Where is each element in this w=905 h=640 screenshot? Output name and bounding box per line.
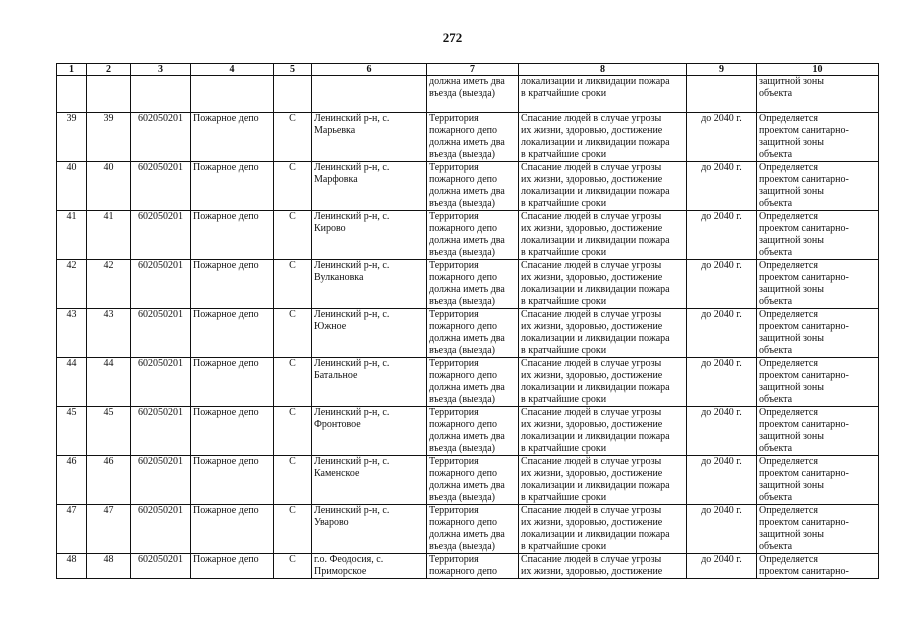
table-row (57, 407, 879, 456)
cell-object-number (87, 162, 131, 211)
zone-text: Определяется проектом санитарно- защитной зоны объекта (759, 309, 849, 356)
status-code-text: С (289, 211, 296, 222)
cell-object-name (191, 211, 274, 260)
object-number-text: 48 (103, 554, 114, 565)
row-number-text: 43 (66, 309, 77, 320)
cell-status-code (274, 407, 312, 456)
location-text: Ленинский р-н, с. Уварово (314, 505, 390, 528)
column-number: 10 (757, 64, 879, 76)
requirement-text: должна иметь два въезда (выезда) (429, 76, 505, 99)
zone-text: Определяется проектом санитарно- защитной зоны объекта (759, 456, 849, 503)
cell-object-code (131, 358, 191, 407)
purpose-text: локализации и ликвидации пожара в кратчайшие сроки (521, 76, 670, 99)
location-text: Ленинский р-н, с. Марфовка (314, 162, 390, 185)
requirement-text: Территория пожарного депо (429, 554, 498, 577)
cell-requirement (427, 505, 519, 554)
cell-row-number (57, 554, 87, 579)
object-number-text: 46 (103, 456, 114, 467)
cell-deadline (687, 162, 757, 211)
cell-location (312, 211, 427, 260)
column-number: 9 (687, 64, 757, 76)
cell-zone (757, 113, 879, 162)
cell (87, 76, 131, 113)
cell-requirement (427, 309, 519, 358)
object-code-text: 602050201 (138, 358, 183, 369)
cell-purpose (519, 358, 687, 407)
table-row (57, 211, 879, 260)
cell-object-number (87, 309, 131, 358)
object-code-text: 602050201 (138, 505, 183, 516)
table-row (57, 309, 879, 358)
cell-zone (757, 407, 879, 456)
cell-location (312, 407, 427, 456)
column-number: 7 (427, 64, 519, 76)
cell-location (312, 309, 427, 358)
cell-object-name (191, 554, 274, 579)
cell-purpose (519, 162, 687, 211)
cell-deadline (687, 211, 757, 260)
object-code-text: 602050201 (138, 407, 183, 418)
object-name-text: Пожарное депо (193, 456, 259, 467)
deadline-text: до 2040 г. (701, 456, 742, 467)
cell-object-name (191, 260, 274, 309)
requirement-text: Территория пожарного депо должна иметь два въезда (выезда) (429, 407, 505, 454)
purpose-text: Спасание людей в случае угрозы их жизни, здоровью, достижение локализации и ликвидации пожара в кратчайшие сроки (521, 309, 670, 356)
requirement-text: Территория пожарного депо должна иметь два въезда (выезда) (429, 358, 505, 405)
cell-purpose (519, 505, 687, 554)
location-text: Ленинский р-н, с. Батальное (314, 358, 390, 381)
purpose-text: Спасание людей в случае угрозы их жизни, здоровью, достижение локализации и ликвидации пожара в кратчайшие сроки (521, 505, 670, 552)
register-table (56, 63, 879, 579)
deadline-text: до 2040 г. (701, 260, 742, 271)
object-code-text: 602050201 (138, 456, 183, 467)
cell-status-code (274, 554, 312, 579)
deadline-text: до 2040 г. (701, 554, 742, 565)
object-name-text: Пожарное депо (193, 358, 259, 369)
purpose-text: Спасание людей в случае угрозы их жизни, здоровью, достижение локализации и ликвидации пожара в кратчайшие сроки (521, 260, 670, 307)
cell-purpose (519, 260, 687, 309)
object-name-text: Пожарное депо (193, 505, 259, 516)
deadline-text: до 2040 г. (701, 211, 742, 222)
object-code-text: 602050201 (138, 162, 183, 173)
cell-requirement (427, 554, 519, 579)
deadline-text: до 2040 г. (701, 407, 742, 418)
cell-zone (757, 162, 879, 211)
row-number-text: 44 (66, 358, 77, 369)
object-name-text: Пожарное депо (193, 407, 259, 418)
deadline-text: до 2040 г. (701, 309, 742, 320)
cell-object-number (87, 358, 131, 407)
deadline-text: до 2040 г. (701, 505, 742, 516)
cell-status-code (274, 309, 312, 358)
object-code-text: 602050201 (138, 554, 183, 565)
requirement-text: Территория пожарного депо должна иметь два въезда (выезда) (429, 456, 505, 503)
cell-row-number (57, 505, 87, 554)
purpose-text: Спасание людей в случае угрозы их жизни, здоровью, достижение локализации и ликвидации пожара в кратчайшие сроки (521, 162, 670, 209)
cell-deadline (687, 456, 757, 505)
cell-row-number (57, 407, 87, 456)
cell-object-name (191, 407, 274, 456)
location-text: Ленинский р-н, с. Каменское (314, 456, 390, 479)
location-text: Ленинский р-н, с. Фронтовое (314, 407, 390, 430)
status-code-text: С (289, 554, 296, 565)
table-row (57, 113, 879, 162)
cell-status-code (274, 211, 312, 260)
object-number-text: 43 (103, 309, 114, 320)
cell-deadline (687, 505, 757, 554)
zone-text: Определяется проектом санитарно- защитной зоны объекта (759, 211, 849, 258)
zone-text: Определяется проектом санитарно- защитной зоны объекта (759, 358, 849, 405)
cell-requirement (427, 358, 519, 407)
cell-status-code (274, 162, 312, 211)
cell-zone (757, 554, 879, 579)
table-row (57, 456, 879, 505)
cell-purpose (519, 113, 687, 162)
status-code-text: С (289, 456, 296, 467)
cell-row-number (57, 456, 87, 505)
deadline-text: до 2040 г. (701, 113, 742, 124)
cell-status-code (274, 505, 312, 554)
cell-location (312, 113, 427, 162)
object-code-text: 602050201 (138, 260, 183, 271)
cell-object-number (87, 407, 131, 456)
location-text: Ленинский р-н, с. Южное (314, 309, 390, 332)
cell-zone (757, 358, 879, 407)
cell-requirement (427, 211, 519, 260)
cell-deadline (687, 309, 757, 358)
deadline-text: до 2040 г. (701, 358, 742, 369)
column-number: 3 (131, 64, 191, 76)
cell-object-name (191, 113, 274, 162)
row-number-text: 39 (66, 113, 77, 124)
cell-object-name (191, 456, 274, 505)
object-code-text: 602050201 (138, 113, 183, 124)
object-name-text: Пожарное депо (193, 113, 259, 124)
cell (57, 76, 87, 113)
row-number-text: 46 (66, 456, 77, 467)
cell-zone (757, 505, 879, 554)
purpose-text: Спасание людей в случае угрозы их жизни, здоровью, достижение (521, 554, 663, 577)
object-number-text: 47 (103, 505, 114, 516)
cell-requirement (427, 260, 519, 309)
zone-text: Определяется проектом санитарно- (759, 554, 849, 577)
cell-object-code (131, 407, 191, 456)
object-name-text: Пожарное депо (193, 211, 259, 222)
cell-object-code (131, 554, 191, 579)
purpose-text: Спасание людей в случае угрозы их жизни, здоровью, достижение локализации и ликвидации пожара в кратчайшие сроки (521, 456, 670, 503)
cell-object-code (131, 505, 191, 554)
object-code-text: 602050201 (138, 309, 183, 320)
cell-purpose (519, 554, 687, 579)
column-number: 6 (312, 64, 427, 76)
cell-location (312, 505, 427, 554)
page-number: 272 (442, 30, 463, 45)
cell-object-name (191, 358, 274, 407)
column-number-row (57, 64, 879, 76)
object-name-text: Пожарное депо (193, 309, 259, 320)
cell-purpose (519, 76, 687, 113)
cell-object-code (131, 162, 191, 211)
object-number-text: 44 (103, 358, 114, 369)
table-row (57, 162, 879, 211)
status-code-text: С (289, 505, 296, 516)
cell-requirement (427, 76, 519, 113)
cell-row-number (57, 309, 87, 358)
cell-zone (757, 456, 879, 505)
requirement-text: Территория пожарного депо должна иметь два въезда (выезда) (429, 260, 505, 307)
object-name-text: Пожарное депо (193, 162, 259, 173)
status-code-text: С (289, 113, 296, 124)
object-number-text: 41 (103, 211, 114, 222)
zone-text: защитной зоны объекта (759, 76, 824, 99)
cell-row-number (57, 162, 87, 211)
cell-object-number (87, 260, 131, 309)
cell-location (312, 260, 427, 309)
row-number-text: 45 (66, 407, 77, 418)
zone-text: Определяется проектом санитарно- защитной зоны объекта (759, 162, 849, 209)
cell-location (312, 456, 427, 505)
column-number: 4 (191, 64, 274, 76)
cell-object-name (191, 162, 274, 211)
zone-text: Определяется проектом санитарно- защитной зоны объекта (759, 407, 849, 454)
row-number-text: 47 (66, 505, 77, 516)
cell (274, 76, 312, 113)
cell-purpose (519, 309, 687, 358)
cell-zone (757, 211, 879, 260)
requirement-text: Территория пожарного депо должна иметь два въезда (выезда) (429, 309, 505, 356)
deadline-text: до 2040 г. (701, 162, 742, 173)
table-row (57, 358, 879, 407)
cell-deadline (687, 260, 757, 309)
status-code-text: С (289, 162, 296, 173)
object-number-text: 45 (103, 407, 114, 418)
status-code-text: С (289, 260, 296, 271)
cell-object-number (87, 505, 131, 554)
table-row (57, 260, 879, 309)
cell-object-name (191, 505, 274, 554)
purpose-text: Спасание людей в случае угрозы их жизни, здоровью, достижение локализации и ликвидации пожара в кратчайшие сроки (521, 211, 670, 258)
location-text: Ленинский р-н, с. Кирово (314, 211, 390, 234)
cell-object-code (131, 456, 191, 505)
cell-purpose (519, 407, 687, 456)
column-number: 2 (87, 64, 131, 76)
cell-deadline (687, 113, 757, 162)
column-number: 5 (274, 64, 312, 76)
cell-object-number (87, 554, 131, 579)
location-text: Ленинский р-н, с. Вулкановка (314, 260, 390, 283)
cell-object-number (87, 211, 131, 260)
cell-status-code (274, 113, 312, 162)
purpose-text: Спасание людей в случае угрозы их жизни, здоровью, достижение локализации и ликвидации пожара в кратчайшие сроки (521, 407, 670, 454)
cell-deadline (687, 358, 757, 407)
row-number-text: 48 (66, 554, 77, 565)
cell-requirement (427, 113, 519, 162)
cell (312, 76, 427, 113)
cell-status-code (274, 456, 312, 505)
cell-requirement (427, 407, 519, 456)
cell-purpose (519, 456, 687, 505)
row-number-text: 42 (66, 260, 77, 271)
cell-object-number (87, 113, 131, 162)
row-number-text: 41 (66, 211, 77, 222)
column-number: 8 (519, 64, 687, 76)
zone-text: Определяется проектом санитарно- защитной зоны объекта (759, 113, 849, 160)
cell-row-number (57, 113, 87, 162)
cell-object-code (131, 260, 191, 309)
status-code-text: С (289, 358, 296, 369)
requirement-text: Территория пожарного депо должна иметь два въезда (выезда) (429, 211, 505, 258)
zone-text: Определяется проектом санитарно- защитной зоны объекта (759, 505, 849, 552)
cell-deadline (687, 407, 757, 456)
cell-status-code (274, 260, 312, 309)
object-name-text: Пожарное депо (193, 260, 259, 271)
column-number: 1 (57, 64, 87, 76)
object-code-text: 602050201 (138, 211, 183, 222)
object-number-text: 39 (103, 113, 114, 124)
cell-purpose (519, 211, 687, 260)
cell-object-code (131, 309, 191, 358)
cell-zone (757, 76, 879, 113)
location-text: г.о. Феодосия, с. Приморское (314, 554, 384, 577)
table-row (57, 554, 879, 579)
object-number-text: 40 (103, 162, 114, 173)
object-name-text: Пожарное депо (193, 554, 259, 565)
cell (131, 76, 191, 113)
requirement-text: Территория пожарного депо должна иметь два въезда (выезда) (429, 505, 505, 552)
purpose-text: Спасание людей в случае угрозы их жизни, здоровью, достижение локализации и ликвидации пожара в кратчайшие сроки (521, 358, 670, 405)
cell-location (312, 358, 427, 407)
cell-row-number (57, 358, 87, 407)
requirement-text: Территория пожарного депо должна иметь два въезда (выезда) (429, 113, 505, 160)
cell-deadline (687, 554, 757, 579)
cell-requirement (427, 162, 519, 211)
requirement-text: Территория пожарного депо должна иметь два въезда (выезда) (429, 162, 505, 209)
cell-row-number (57, 260, 87, 309)
purpose-text: Спасание людей в случае угрозы их жизни, здоровью, достижение локализации и ликвидации пожара в кратчайшие сроки (521, 113, 670, 160)
cell-object-code (131, 211, 191, 260)
status-code-text: С (289, 407, 296, 418)
cell-row-number (57, 211, 87, 260)
cell-object-name (191, 309, 274, 358)
cell (687, 76, 757, 113)
cell-object-code (131, 113, 191, 162)
cell-location (312, 554, 427, 579)
cell (191, 76, 274, 113)
cell-object-number (87, 456, 131, 505)
cell-zone (757, 309, 879, 358)
cell-requirement (427, 456, 519, 505)
cell-location (312, 162, 427, 211)
cell-status-code (274, 358, 312, 407)
status-code-text: С (289, 309, 296, 320)
zone-text: Определяется проектом санитарно- защитной зоны объекта (759, 260, 849, 307)
row-number-text: 40 (66, 162, 77, 173)
cell-zone (757, 260, 879, 309)
continuation-row (57, 76, 879, 113)
object-number-text: 42 (103, 260, 114, 271)
location-text: Ленинский р-н, с. Марьевка (314, 113, 390, 136)
table-row (57, 505, 879, 554)
